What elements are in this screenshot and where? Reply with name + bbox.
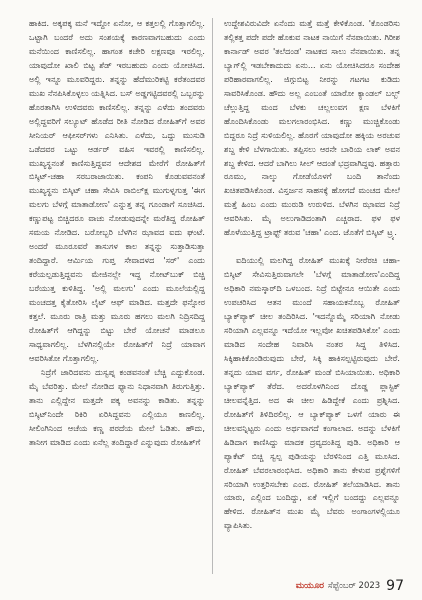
paragraph: ಐದಿಯುಲ್ಲಿ ಮಲಗಿದ್ದ ರೋಹಿತ್‌ ಮುಖಕ್ಕೆ ನೀರೆರಚಿ ಚಹಾ-ಬಿಸ್ಕಿಟ್‌ ಸೇವಿಸುತ್ತಿರುವಾಗಲೇ 'ಬೆಳಗ್ಗೆ ಮಾತಾಡೋಣ'ಎಂದಿದ್ದ ಅಧಿಕಾರಿ ನಮಸ್ಕಾರ್‌ದಿ ಒಳಬಂದ. ನಿದ್ರೆ ಬಿಟ್ಟೇನೂ ಆಯಿತೇ ಎಂದು ಉಪಚರಿಸಿದ ಆತನ ಮುಂದೆ ಸಹಾಯಕನೊಬ್ಬ ರೋಹಿತ್‌ ಬ್ಯಾಕ್‌ಪ್ಯಾಕ್‌ ಚೀಲ ತಂದಿರಿಸಿದ. 'ಇದನ್ನೊಮ್ಮೆ ಸರಿಯಾಗಿ ನೋಡು ಸರಿಯಾಗಿ ಎಲ್ಲವನ್ನೂ ಇದೆಯೋ ಇಲ್ಲವೋ ಖಚಿತಪಡಿಸಿಕೋ' ಎಂದು ಮಾಡಿದ ಸಂದೇಹ ನಿವಾರಿಸಿ ನಂತರ ಸಿದ್ದ ತಿಳಿಸಿದ. ಸಿಕ್ಕಿಹಾಕಿಕೊಂಡಿರುವುದು ಬೇರೆ, ಸಿಕ್ಕಿ ಹಾಕಿಸಲ್ಪಟ್ಟಿರುವುದು ಬೇರೆ. ತನ್ನದು ಯಾವ ವರ್ಗ, ರೋಹಿತ್‌ ಮಂಡೆ ಬಿಸಿಯಾಯಿತು. ಅಧಿಕಾರಿ ಬ್ಯಾಕ್‌ಪ್ಯಾಕ್‌ ತೆರೆದ. ಅದರೊಳಗಿನಿಂದ ದೊಡ್ಡ ಪ್ಲಾಸ್ಟಿಕ್‌ ಚೀಲವನ್ನೆತ್ತಿದ. ಅದ ಈ ಚೀಲ ಹಿಡಿದ್ದೇಕೆ ಎಂದು ಪ್ರಶ್ನಿಸಿದ. ರೋಹಿತ್‌ಗೆ ತಿಳಿದಿರಲಿಲ್ಲ. ಆ ಬ್ಯಾಕ್‌ಪ್ಯಾಕ್‌ ಒಳಗೆ ಯಾರು ಈ ಚೀಲವನ್ನಿಟ್ಟರು ಎಂದು ಅರ್ಥವಾಗದೆ ಕಂಗಾಲಾದ. ಅದನ್ನು ಬೆಳಕಿಗೆ ಹಿಡಿದಾಗ ಕಾಣಿಸಿದ್ದು ಮಾದಕ ದ್ರವ್ಯದಂತಿದ್ದ ಪುಡಿ. ಅಧಿಕಾರಿ ಆ ಪ್ಯಾಕೆಟ್‌ ಬಿಚ್ಚಿ ಸ್ವಲ್ಪ ಪುಡಿಯನ್ನು ಬೆರಳಿನಿಂದ ಎತ್ತಿ ಮೂಸಿದ. ರೋಹಿತ್‌ ಬೆವರಲಾರಂಭಿಸಿದ. ಅಧಿಕಾರಿ ತಾನು ಕೇಳುವ ಪ್ರಶ್ನೆಗಳಿಗೆ ಸರಿಯಾಗಿ ಉತ್ತರಿಸಬೇಕು ಎಂದ. ರೋಹಿತ್‌ ತಲೆಯಾಡಿಸಿದ. ತಾನು ಯಾರು, ಎಲ್ಲಿಂದ ಬಂದಿದ್ದು, ಏಕೆ ಇಲ್ಲಿಗೆ ಬಂದದ್ದು ಎಲ್ಲವನ್ನೂ ಹೇಳಿದ. ರೋಹಿತ್‌ನ ಮುಖ ಮೈ ಬೆವರು ಅಂಗಾಂಗಳಲ್ಲಿಯೂ ವ್ಯಾಪಿಸಿತು. xyxy=(224,256,400,531)
left-text-column xyxy=(29,17,205,450)
page-number: 97 xyxy=(386,578,404,594)
paragraph: ಉದ್ದೇಶವಿರುವಿದೇ ಏನೆಂದು ಮತ್ತೆ ಮತ್ತೆ ಕೇಳಿಕೊಂಡ. 'ಕೊಂಡರಿಸು ತಲ್ಲಿಕತ್ತ ಪದೇ ಪದೇ ಹೊಕುವ ನಾಟಕ ನಾಯಿಗೆ ನೆನಪಾಯಿತು. ಗಿರೀಶ ಕಾರ್ನಾಡ್‌ ಅವರ 'ತಲೆದಂಡ' ನಾಟಕದ ಸಾಲು ನೆನಪಾಯಿತು. ತನ್ನ ಬ್ಯಾಗ್‌ಲ್ಲಿ ಇಡಬೇಕಾದುದು ಏನು... ಏನು ಯೋಚಿಸಿದರೂ ಸಂದೇಹ ಪರಿಹಾರವಾಗಲಿಲ್ಲ. ಜಿಗ್ಗುಬಿಟ್ಟ ನೀರನ್ನು ಗಟಗಟ ಕುಡಿದು ಸಾವರಿಸಿಕೊಂಡ. ಹೌದು ಅಲ್ಲ ಎಂಬಂತೆ ಯಾರೋ ಕ್ಯಾಂಡಲ್‌ ಬಲ್ಬ್‌ ಚೆಲ್ಲುತ್ತಿದ್ದ ಮಂದ ಬೆಳಕು ಚಲ್ಲಲುವಗ ಕ್ಷಣ ಬೆಳಕಿಗೆ ಹೊಂದಿಸಿಕೊಂಡು ಮಲಗಲಾರಂಭಿಸಿದ. ಕಣ್ಣು ಮುಚ್ಚಿಕೊಂಡು ಬಿದ್ದರೂ ನಿದ್ರೆ ಸುಳಿಯಲಿಲ್ಲ. ಹೊರಗೆ ಯಾವುದೋ ಹಕ್ಕಿಯ ಅರಚುವ ಶಬ್ದ ಕೇಳಿ ಬೆಳಗಾಯಿತು. ತಪ್ಪಿಸಲು ಆರನೇ ಬಾರಿಯ ಲಾಕ್‌ ಅವನ ಶಬ್ದ ಕೇಳಿದ. ಆದರೆ ಬಾಗಿಲು ಸೀಲ್‌ ಆದಂತೆ ಭದ್ರವಾಗಿದ್ದವು. ಹತ್ತಾರು ರೂಮು, ನಾಲ್ಕು ಗೋಡೆಯೊಳಗೆ ಬಂದಿ ತಾನೆಂದು ಖಚಿತಪಡಿಸಿಕೊಂಡ. ವಿಸ್ತರ್ಜನ ಸಾಹಸಕ್ಕೆ ಹೋಗದೆ ಮಂಚದ ಮೇಲೆ ಮತ್ತೆ ಹಿಂಬ ಎಂದು ಮುರುಡಿ ಉರುಳಿದ. ಬೆಳಗಿನ ಝಾವದ ನಿದ್ರೆ ಆವರಿಸಿತು. ಮೈ ಅಲುಗಾಡಿದಂತಾಗಿ ಎಚ್ಚರಾದ. ಫಳ ಫಳ ಹೊಳೆಯುತ್ತಿದ್ದ ಟ್ರಾಫ್ಟ್‌ ತರುವ 'ಚಹಾ' ಎಂದ. ಜೊತೆಗೆ ಬಿಸ್ಕಿಟ್‌ ಟ್ರ್ಯ. xyxy=(224,19,400,238)
magazine-logo: ಮಯೂರ xyxy=(295,581,324,591)
issue-date: ಸೆಪ್ಟೆಂಬರ್‌ 2023 xyxy=(327,581,381,591)
paragraph: ನಿದ್ರೆಗೆ ಜಾರಿದವನು ದುಸ್ವಪ್ನ ಕಂಡವನಂತೆ ಬೆಚ್ಚಿ ಎದ್ದುಕೊಂಡ. ಮೈ ಬೆವರಿತ್ತು. ಮೇಲೆ ನೋಡಿದ ಫ್ಯಾನು ನಿಧಾನವಾಗಿ ತಿರುಗುತ್ತಿತ್ತು. ತಾನು ಎಲ್ಲಿದ್ದೇನ ಮತ್ತದೇ ಪಕ್ಕ ಅವನನ್ನು ಕಾಡಿತು. ತನ್ನನ್ನು ಬಿಸ್ಕಿಟ್‌ನಿಂದೇ ಠಿಕಿರಿ ಏರಿಸಿದ್ದವನು ಎಲ್ಲಿಯೂ ಕಾಣಲಿಲ್ಲ. ಸೀಲಿಂಗಿನಿಂದ ಆಚೆಯ ಕಣ್ಣ ಪರದೆಯ ಮೇಲೆ ಓಡಿತು. ಹೌದು, ತಾನೀಗ ಮಾಡಿದ ಎಂದು ಏನೆಲ್ಲ ತಂದಿದ್ದಾರೆ ಎನ್ನುವುದು ರೋಹಿತ್‌ಗೆ xyxy=(29,367,205,447)
page-footer xyxy=(296,577,404,595)
column-divider xyxy=(212,18,213,574)
paragraph: ಹಾಕಿದ. ಅಕ್ಕಪಕ್ಕ ಮನೆ ಇದ್ದೋ ಏನೋ, ಆ ಕತ್ತಲಲ್ಲಿ ಗೊತ್ತಾಗಲಿಲ್ಲ. ಒಟ್ಟಾಗಿ ಬಂದರೆ ಅದು ಸಂಶಯಕ್ಕೆ ಕಾರಣವಾಗಬಹುದು ಎಂದು ಮನೆಯಿಂದ ಕಾಣಿಸಲಿಲ್ಲ. ಹಾಗಂತ ಕಚೇರಿ ಲಕ್ಷಣವೂ ಇರಲಿಲ್ಲ. ಯಾವುದೋ ಖಾಲಿ ಬಿಟ್ಟ ಶೆಡ್‌ ಇರಬಹುದು ಎಂದು ಯೋಚಿಸಿದ. ಅಲ್ಲಿ ಇನ್ನೂ ಮೂವರಿದ್ದರು. ತನ್ನನ್ನು ಹೆದೆಮುರಿಕಟ್ಟಿ ಕರೆತಂದವರ ಮುಖ ನೆನಪಿಸಿಕೊಳ್ಳಲು ಯತ್ನಿಸಿದ. ಬಸ್‌ ಅಡ್ಡಗಟ್ಟಿದವರಲ್ಲಿ ಒಬ್ಬರನ್ನು ಹೊರತಾಗಿಸಿ ಉಳಿದವರು ಕಾಣಿಸಲಿಲ್ಲ. ತನ್ನನ್ನು ಎಳೆದು ತಂದವರು ಅಲ್ಲಿದ್ದವರಿಗೆ ಸಲ್ಯೂಟ್‌ ಹೊಡೆದ ರೀತಿ ನೋಡಿದ ರೋಹಿತ್‌ಗೆ ಅವರ ಸೀನಿಯರ್‌ ಆಫೀಸರ್‌ಗಳು ಎನಿಸಿತು. ಎಳೆದು, ಒದ್ದು ಮುಸುಡಿ ಒಡೆದವರ ಒಟ್ಟು ಆರ್ಡರ್ ವಹಿಸ ಇವರಲ್ಲಿ ಕಾಣಿಸಲಿಲ್ಲ. ಮುಖ್ಯಸ್ಥನಂತೆ ಕಾಣಿಸುತ್ತಿದ್ದವನ ಆದೇಶದ ಮೇರೆಗೆ ರೋಹಿತ್‌ಗೆ ಬಿಸ್ಕಿಟ್‌-ಚಹಾ ಸರಬರಾಜಾಯಿತು. ಕಂಪನಿ ಕೊಡುವವನಂತೆ ಮುಖ್ಯಸ್ಥನು ಬಿಸ್ಕಿಟ್‌ ಚಹಾ ಸೇವಿಸಿ ರಾಬಿಲ್‌ಕ್ಷ ಮುಗುಳ್ನಗುತ್ತ 'ಈಗ ಮಲಗು ಬೆಳಗ್ಗೆ ಮಾತಾಡೋಣ' ಎನ್ನುತ್ತ ತನ್ನ ಗೂಂಡಾಗೆ ಸೂಚಿಸಿದ. ಕಣ್ಣುಪಟ್ಟ ಬಿಚ್ಚಿದರೂ ವಾಚು ನೋಡುವುದನ್ನೇ ಮರೆತಿದ್ದ ರೋಹಿತ್‌ ಸಮಯ ನೋಡಿದ. ಬರೋಬ್ಬರಿ ಬೆಳಗಿನ ಝಾವದ ಐದು ಘಂಟೆ. ಅಂದರೆ ಮೂರೂವರೆ ತಾಸುಗಳ ಕಾಲ ತನ್ನನ್ನು ಸುತ್ತಾಡಿಸುತ್ತಾ ತಂದಿದ್ದಾರೆ. ಆರ್ಮಿಯ ಗುಪ್ತ ಸೇವಾದಳದ 'ಸರ್‌' ಎಂದು ಕರೆಯಲ್ಪಡುತ್ತಿದ್ದವನು ಮೇಜಿನಲ್ಲೇ ಇದ್ದ ನೋಟ್‌ಬುಕ್‌ ಬಿಚ್ಚಿ ಬರೆಯುತ್ತ ಕುಳಿತಿದ್ದ. 'ಅಲ್ಲಿ ಮಲಗು' ಎಂದು ಮೂಲೆಯಲ್ಲಿದ್ದ ಮಂಚದತ್ತ ಕೈತೋರಿಸಿ ಲೈಟ್‌ ಆಫ್‌ ಮಾಡಿದ. ಮತ್ತದೇ ಫನ್ಸೋರ ಕತ್ತಲೆ. ಮೂರು ರಾತ್ರಿ ಮತ್ತು ಮೂರು ಹಗಲು ಮಲಗಿ ನಿದ್ರಿಸದಿದ್ದ ರೋಹಿತ್‌ಗೆ ಆಗಿದ್ದನ್ನು ಬಿಟ್ಟು ಬೇರೆ ಯೋಚನೆ ಮಾಡಲೂ ಸಾಧ್ಯವಾಗಲಿಲ್ಲ. ಬೆಳಗಿನಲ್ಲಿಯೇ ರೋಹಿತ್‌ಗೆ ನಿದ್ರೆ ಯಾವಾಗ ಆವರಿಸಿತೋ ಗೊತ್ತಾಗಲಿಲ್ಲ. xyxy=(29,19,205,363)
right-text-column xyxy=(224,17,400,533)
